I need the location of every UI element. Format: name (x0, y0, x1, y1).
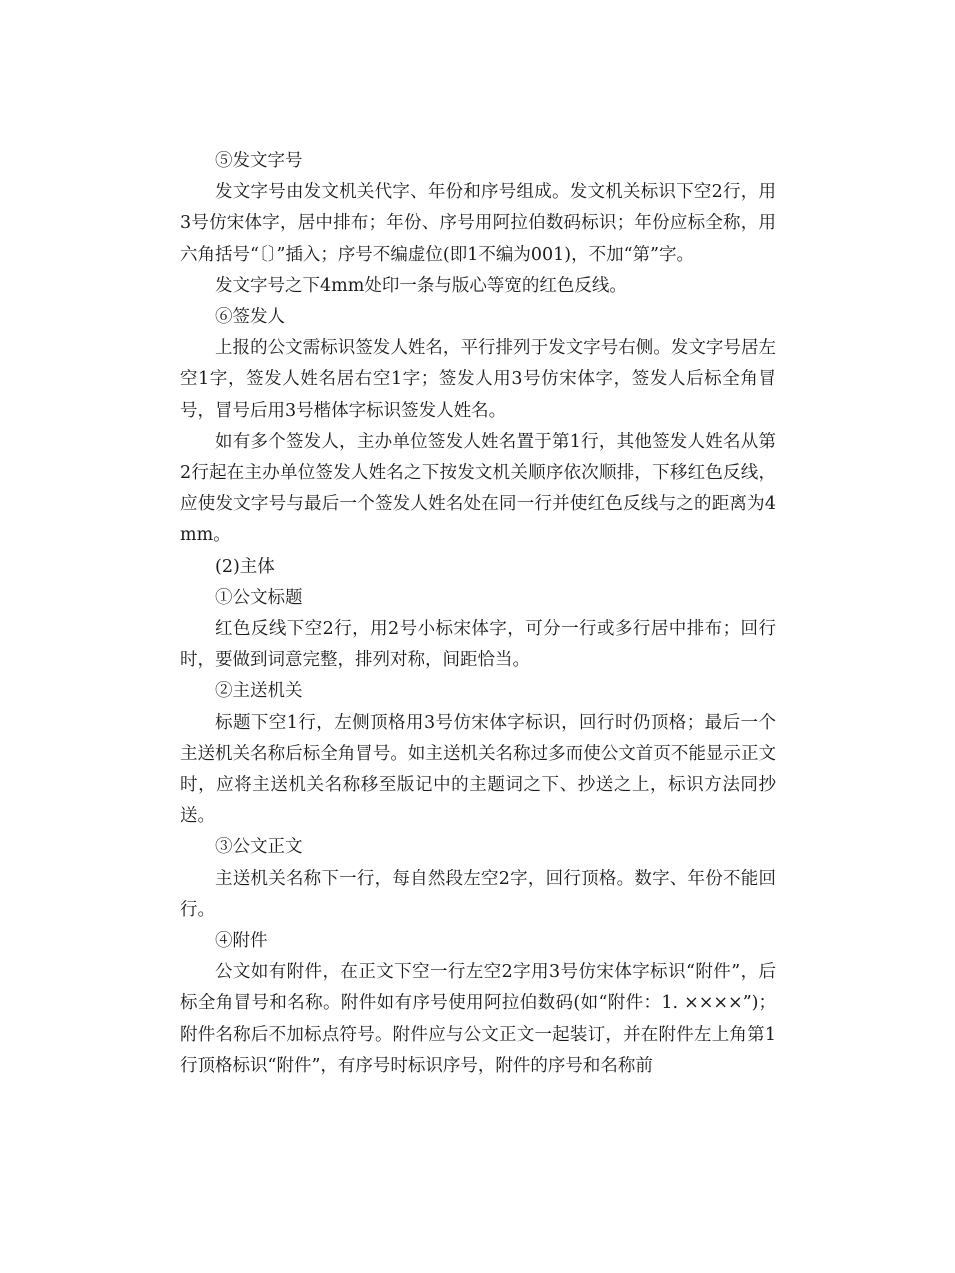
paragraph: 公文如有附件，在正文下空一行左空2字用3号仿宋体字标识“附件”，后标全角冒号和名称。附件如有序号使用阿拉伯数码(如“附件：1. ××××”)；附件名称后不加标点符号。附件应与公文正文一起装订，并在附件左上角第1行顶格标识“附件”，有序号时标识序号，附件的序号和名称前 (180, 962, 776, 1076)
section-heading-main-body: (2)主体 (215, 556, 275, 577)
paragraph: 发文字号之下4mm处印一条与版心等宽的红色反线。 (215, 275, 627, 296)
section-heading-document-number: ⑤发文字号 (215, 151, 303, 171)
section-heading-signer: ⑥签发人 (215, 307, 285, 328)
paragraph: 红色反线下空2行，用2号小标宋体字，可分一行或多行居中排布；回行时，要做到词意完整，排列对称，间距恰当。 (180, 619, 776, 671)
document-body (180, 146, 776, 1082)
paragraph: 主送机关名称下一行，每自然段左空2字，回行顶格。数字、年份不能回行。 (180, 868, 776, 920)
paragraph: 上报的公文需标识签发人姓名，平行排列于发文字号右侧。发文字号居左空1字，签发人姓名居右空1字；签发人用3号仿宋体字，签发人后标全角冒号，冒号后用3号楷体字标识签发人姓名。 (180, 338, 776, 421)
paragraph: 发文字号由发文机关代字、年份和序号组成。发文机关标识下空2行，用3号仿宋体字，居中排布；年份、序号用阿拉伯数码标识；年份应标全称，用六角括号“〔〕”插入；序号不编虚位(即1不编为001)，不加“第”字。 (180, 182, 776, 265)
section-heading-recipient: ②主送机关 (215, 681, 303, 702)
section-heading-title: ①公文标题 (215, 587, 303, 608)
section-heading-body-text: ③公文正文 (215, 837, 303, 858)
paragraph: 标题下空1行，左侧顶格用3号仿宋体字标识，回行时仍顶格；最后一个主送机关名称后标全角冒号。如主送机关名称过多而使公文首页不能显示正文时，应将主送机关名称移至版记中的主题词之下、抄送之上，标识方法同抄送。 (180, 712, 776, 827)
paragraph: 如有多个签发人，主办单位签发人姓名置于第1行，其他签发人姓名从第2行起在主办单位签发人姓名之下按发文机关顺序依次顺排，下移红色反线，应使发文字号与最后一个签发人姓名处在同一行并使红色反线与之的距离为4mm。 (180, 431, 776, 546)
section-heading-attachment: ④附件 (215, 931, 268, 952)
